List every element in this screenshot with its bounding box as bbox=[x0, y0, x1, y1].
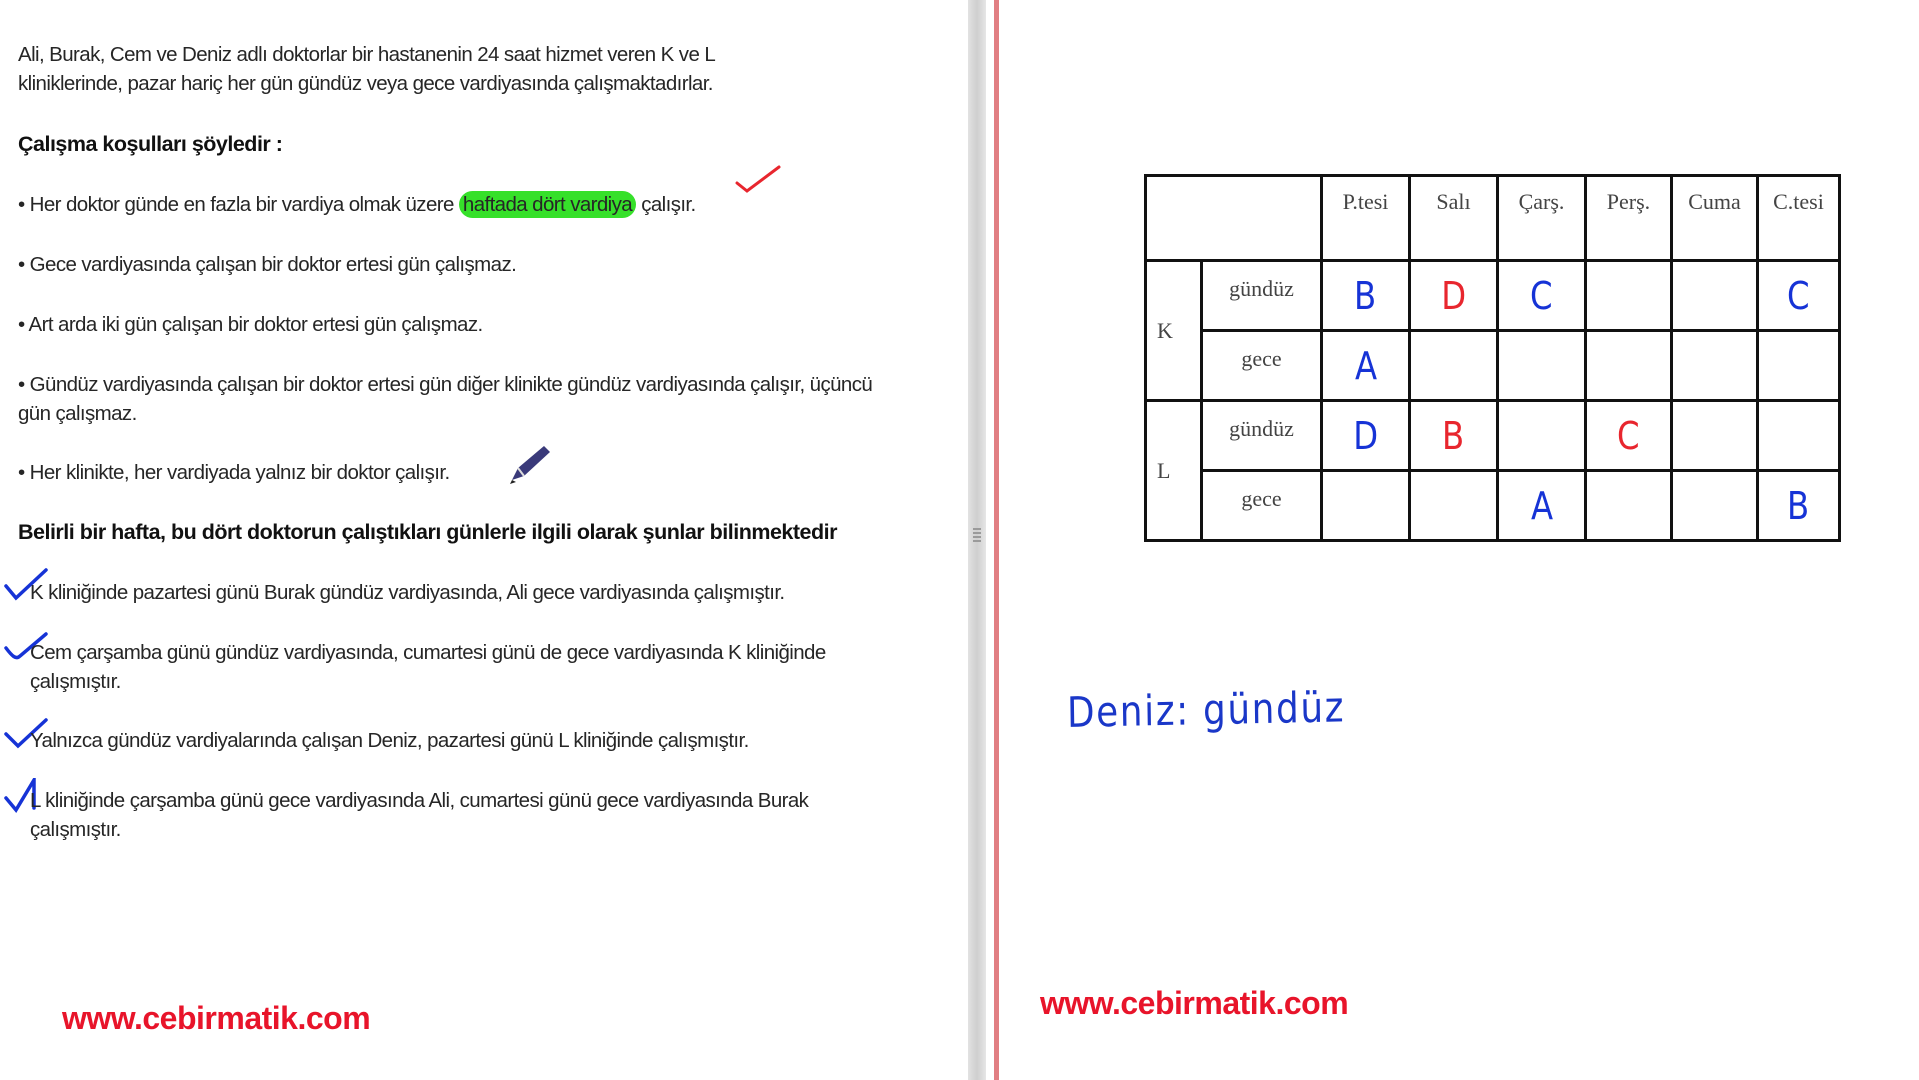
pen-icon bbox=[508, 444, 552, 484]
highlighted-phrase: haftada dört vardiya bbox=[459, 191, 636, 218]
condition-4: • Gündüz vardiyasında çalışan bir doktor ertesi gün diğer klinikte gündüz vardiyasında çalışır, üçüncü gün çalışmaz. bbox=[18, 373, 873, 425]
day-header: Çarş. bbox=[1498, 176, 1586, 261]
whiteboard-page bbox=[999, 0, 1919, 1080]
schedule-cell bbox=[1410, 471, 1498, 541]
condition-5: • Her klinikte, her vardiyada yalnız bir doktor çalışır. bbox=[18, 461, 450, 484]
schedule-cell: C bbox=[1586, 401, 1672, 471]
intro-paragraph: Ali, Burak, Cem ve Deniz adlı doktorlar bir hastanenin 24 saat hizmet veren K ve L kliniklerinde, pazar hariç her gün gündüz veya gece vardiyasında çalışmaktadırlar. bbox=[18, 43, 715, 95]
clinic-l-label: L bbox=[1146, 401, 1202, 541]
schedule-cell bbox=[1498, 331, 1586, 401]
schedule-cell bbox=[1672, 331, 1758, 401]
site-watermark: www.cebirmatik.com bbox=[1040, 985, 1349, 1021]
schedule-cell bbox=[1586, 261, 1672, 331]
schedule-cell: D bbox=[1322, 401, 1410, 471]
schedule-cell bbox=[1322, 471, 1410, 541]
fact-4: L kliniğinde çarşamba günü gece vardiyasında Ali, cumartesi günü gece vardiyasında Burak çalışmıştır. bbox=[30, 789, 809, 841]
clinic-k-label: K bbox=[1146, 261, 1202, 401]
condition-1-start: • Her doktor günde en fazla bir vardiya olmak üzere bbox=[18, 193, 459, 216]
schedule-cell: B bbox=[1322, 261, 1410, 331]
schedule-cell bbox=[1498, 401, 1586, 471]
schedule-cell: B bbox=[1410, 401, 1498, 471]
schedule-cell bbox=[1586, 331, 1672, 401]
schedule-cell: B bbox=[1758, 471, 1840, 541]
fact-2: Cem çarşamba günü gündüz vardiyasında, cumartesi günü de gece vardiyasında K kliniğinde çalışmıştır. bbox=[30, 641, 826, 693]
schedule-cell bbox=[1758, 401, 1840, 471]
check-icon bbox=[735, 165, 781, 195]
schedule-cell bbox=[1410, 331, 1498, 401]
schedule-cell: A bbox=[1322, 331, 1410, 401]
splitter-grip[interactable] bbox=[973, 528, 981, 544]
conditions-title: Çalışma koşulları şöyledir : bbox=[18, 132, 283, 156]
schedule-cell bbox=[1672, 261, 1758, 331]
schedule-cell: D bbox=[1410, 261, 1498, 331]
known-facts-title: Belirli bir hafta, bu dört doktorun çalıştıkları günlerle ilgili olarak şunlar bilinmektedir bbox=[18, 520, 837, 544]
shift-label-night: gece bbox=[1202, 471, 1322, 541]
shift-label-day: gündüz bbox=[1202, 261, 1322, 331]
schedule-table bbox=[1144, 174, 1841, 542]
schedule-cell bbox=[1586, 471, 1672, 541]
day-header: Salı bbox=[1410, 176, 1498, 261]
header-empty-cell bbox=[1146, 176, 1322, 261]
fact-1: K kliniğinde pazartesi günü Burak gündüz vardiyasında, Ali gece vardiyasında çalışmıştır. bbox=[30, 581, 785, 604]
schedule-cell: A bbox=[1498, 471, 1586, 541]
schedule-cell bbox=[1672, 471, 1758, 541]
day-header: Perş. bbox=[1586, 176, 1672, 261]
schedule-cell bbox=[1758, 331, 1840, 401]
shift-label-night: gece bbox=[1202, 331, 1322, 401]
day-header: Cuma bbox=[1672, 176, 1758, 261]
handwritten-note: Deniz: gündüz bbox=[1066, 682, 1346, 737]
condition-3: • Art arda iki gün çalışan bir doktor ertesi gün çalışmaz. bbox=[18, 313, 483, 336]
condition-1-end: çalışır. bbox=[636, 193, 696, 216]
shift-label-day: gündüz bbox=[1202, 401, 1322, 471]
day-header: P.tesi bbox=[1322, 176, 1410, 261]
schedule-cell: C bbox=[1498, 261, 1586, 331]
fact-3: Yalnızca gündüz vardiyalarında çalışan Deniz, pazartesi günü L kliniğinde çalışmıştır. bbox=[30, 729, 749, 752]
site-watermark: www.cebirmatik.com bbox=[62, 1000, 371, 1036]
day-header: C.tesi bbox=[1758, 176, 1840, 261]
schedule-cell: C bbox=[1758, 261, 1840, 331]
condition-2: • Gece vardiyasında çalışan bir doktor ertesi gün çalışmaz. bbox=[18, 253, 517, 276]
schedule-cell bbox=[1672, 401, 1758, 471]
condition-1 bbox=[18, 190, 958, 219]
